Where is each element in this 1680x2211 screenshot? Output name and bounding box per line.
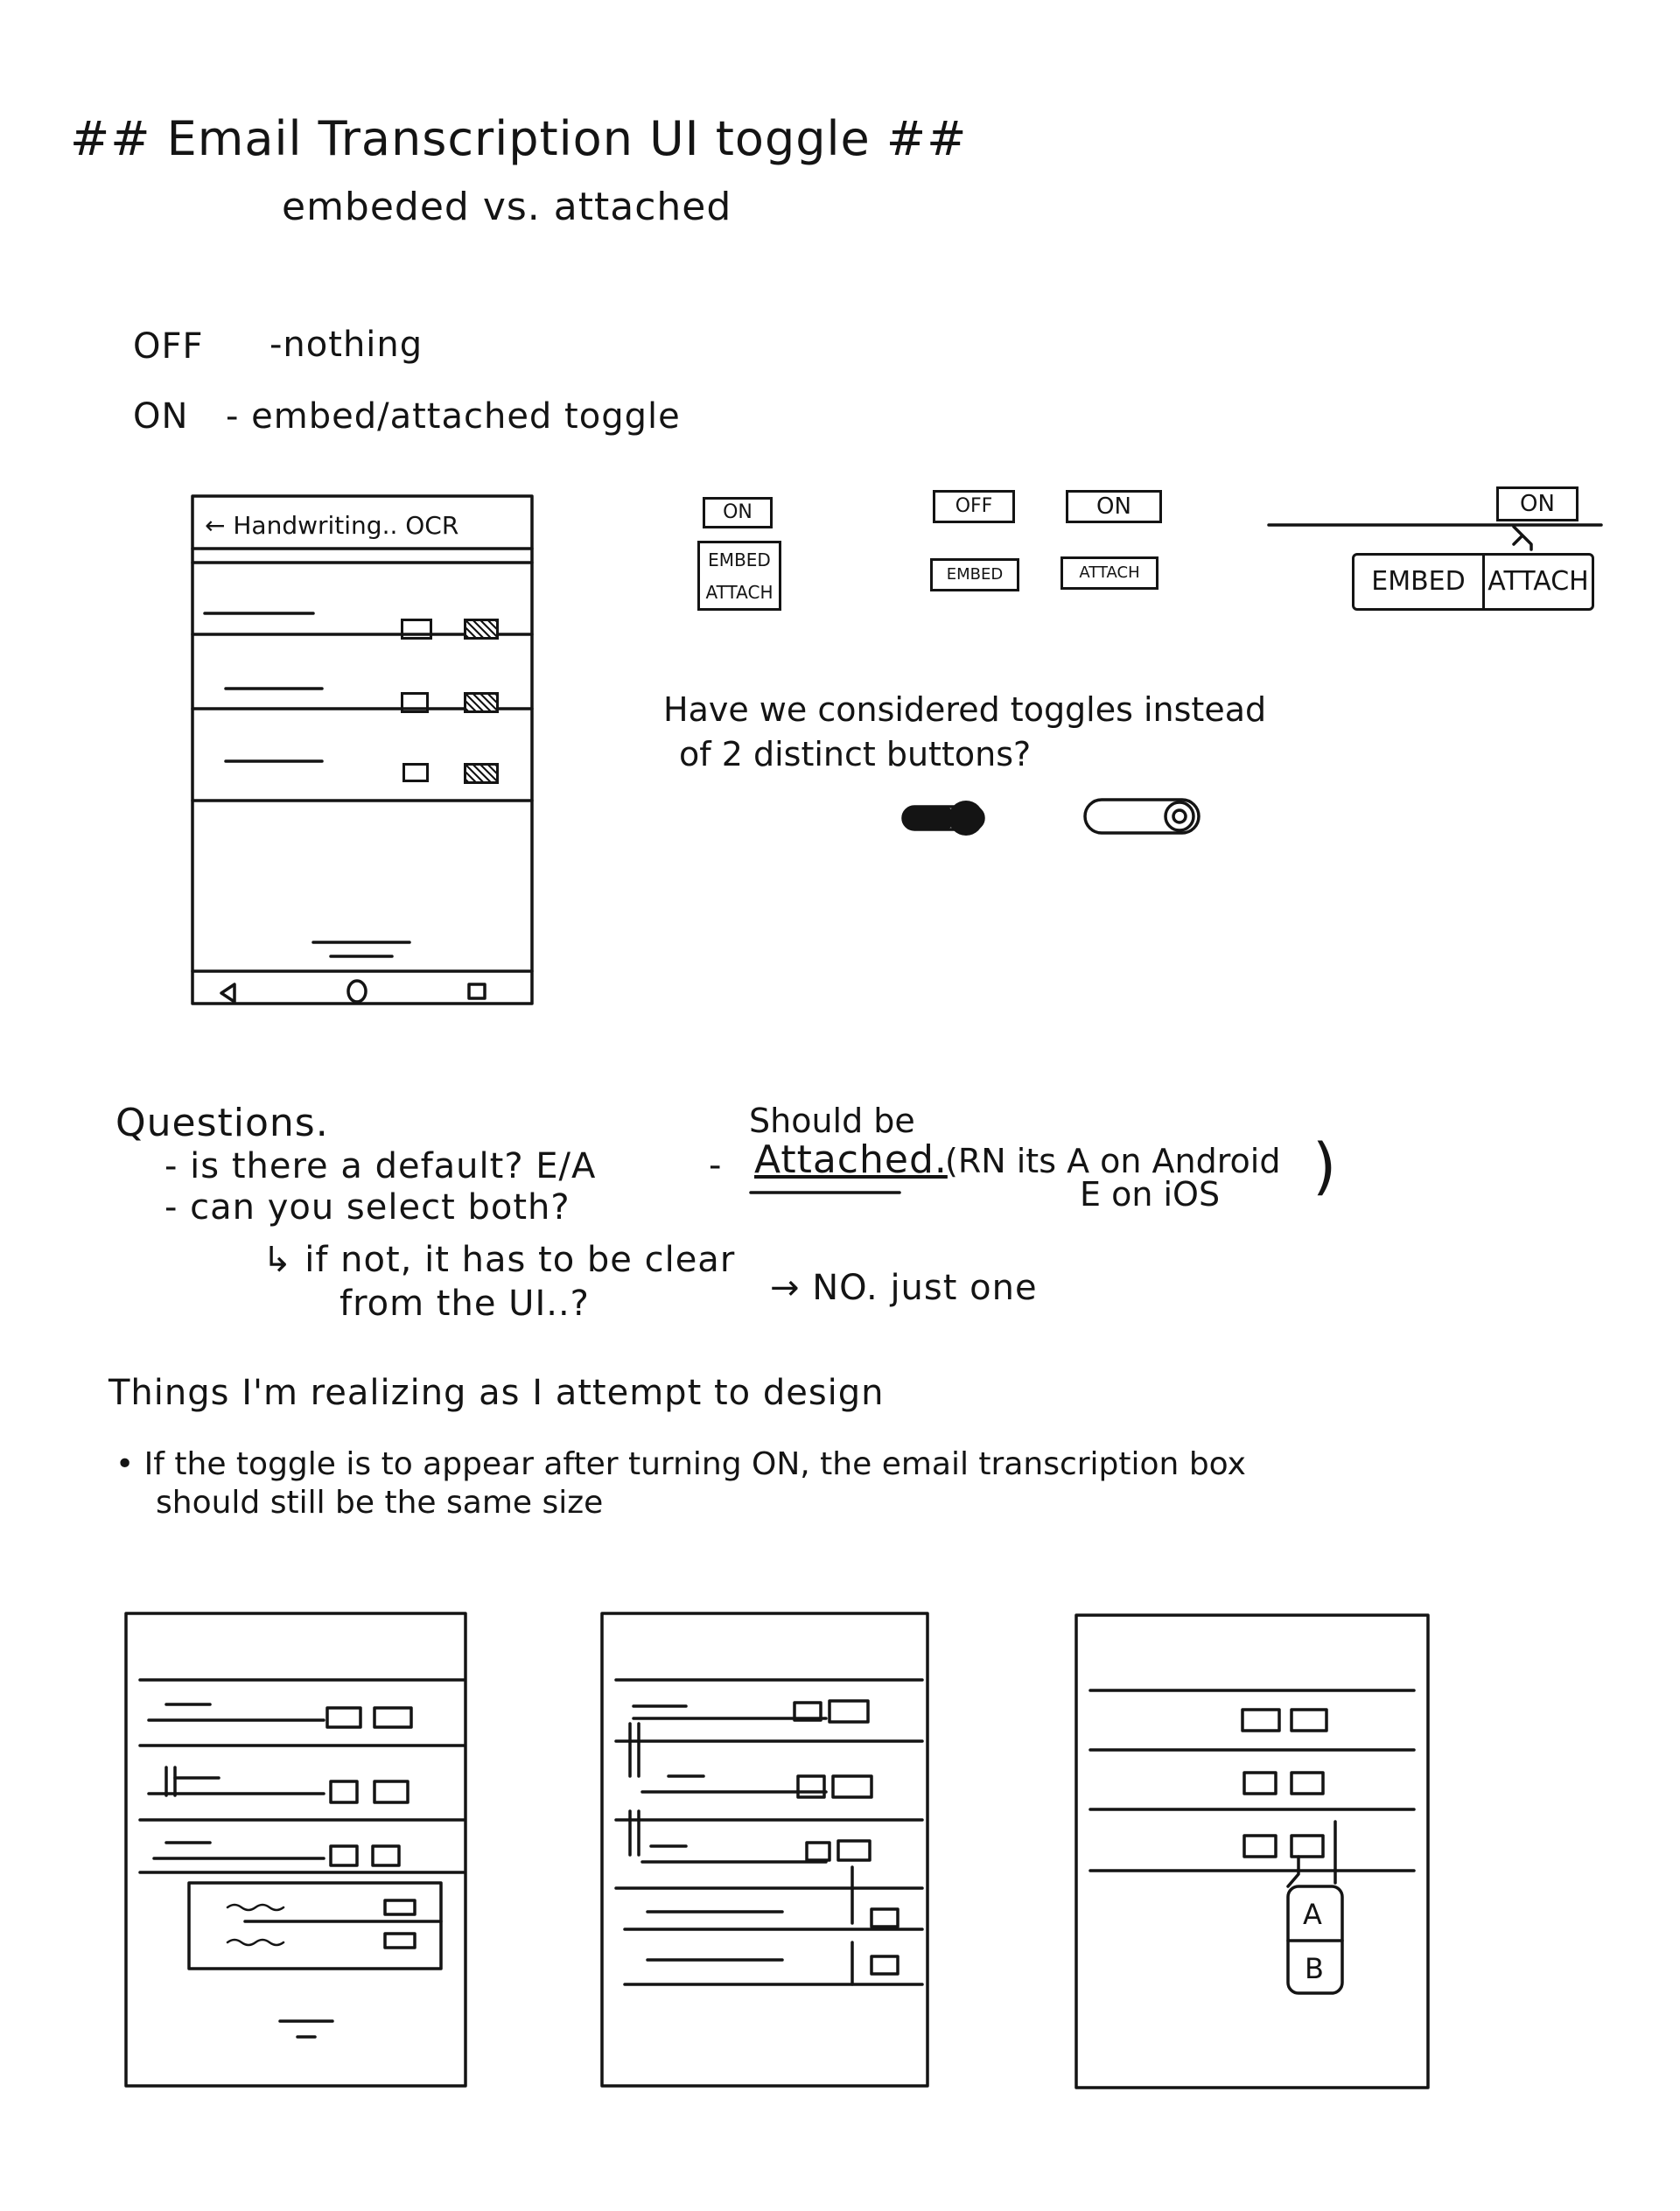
row1-toggle-icon (464, 619, 499, 640)
stacked-embed-label[interactable]: EMBED (708, 549, 771, 570)
row2-toggle-icon (464, 692, 499, 713)
answer1-double-underline (751, 1188, 908, 1197)
realization-bullet-line2: should still be the same size (156, 1485, 604, 1521)
page-subtitle: embeded vs. attached (282, 185, 732, 229)
stacked-attach-label[interactable]: ATTACH (705, 581, 774, 603)
wireframe-1 (122, 1610, 472, 2091)
stacked-on-button[interactable]: ON (703, 497, 773, 528)
answer1-paren: ) (1312, 1130, 1337, 1202)
page-title: ## Email Transcription UI toggle ## (70, 111, 968, 166)
answer2: → NO. just one (770, 1268, 1038, 1308)
phone-title: ← Handwriting.. OCR (205, 511, 459, 540)
stacked-embed-attach-group (697, 541, 781, 611)
state-off-label: OFF (133, 326, 204, 367)
option-a-label[interactable]: A (1303, 1898, 1322, 1931)
answer1-value: Attached. (754, 1137, 948, 1182)
switch-off-sketch[interactable] (900, 798, 987, 838)
answer1-note-line2: E on iOS (1080, 1175, 1221, 1214)
followup-line2: from the UI..? (340, 1284, 590, 1324)
state-on-desc: - embed/attached toggle (226, 396, 681, 437)
row3-toggle-icon (464, 763, 499, 784)
option-b-label[interactable]: B (1305, 1952, 1324, 1985)
row3-action-icon (402, 763, 429, 782)
switch-on-sketch[interactable] (1082, 794, 1204, 838)
pair-on-button[interactable]: ON (1066, 490, 1162, 523)
questions-heading: Questions. (116, 1101, 329, 1145)
phone-sketch (191, 494, 534, 1006)
row1-action-icon (401, 619, 432, 640)
wireframe-3 (1073, 1612, 1440, 2091)
tab-on-button[interactable]: ON (1496, 486, 1578, 521)
tab-embed-button[interactable]: EMBED (1352, 553, 1485, 611)
tab-attach-button[interactable]: ATTACH (1482, 553, 1594, 611)
toggle-note-line1: Have we considered toggles instead (663, 690, 1267, 729)
answer1-prefix: Should be (749, 1102, 915, 1140)
answer1-dash: - (709, 1145, 723, 1186)
row2-action-icon (401, 692, 429, 713)
pair-attach-button[interactable]: ATTACH (1060, 556, 1158, 590)
pair-embed-button[interactable]: EMBED (930, 558, 1019, 591)
question-2: - can you select both? (164, 1187, 570, 1228)
question-1: - is there a default? E/A (164, 1146, 597, 1186)
toggle-note-line2: of 2 distinct buttons? (679, 735, 1032, 773)
realizations-heading: Things I'm realizing as I attempt to design (108, 1373, 885, 1413)
answer1-note-line1: (RN its A on Android (945, 1142, 1281, 1180)
pair-off-button[interactable]: OFF (933, 490, 1015, 523)
state-on-label: ON (133, 396, 189, 437)
state-off-desc: -nothing (270, 325, 424, 365)
followup-line1: ↳ if not, it has to be clear (262, 1240, 736, 1280)
wireframe-2 (598, 1610, 931, 2091)
realization-bullet-line1: • If the toggle is to appear after turning ON, the email transcription box (116, 1446, 1246, 1482)
